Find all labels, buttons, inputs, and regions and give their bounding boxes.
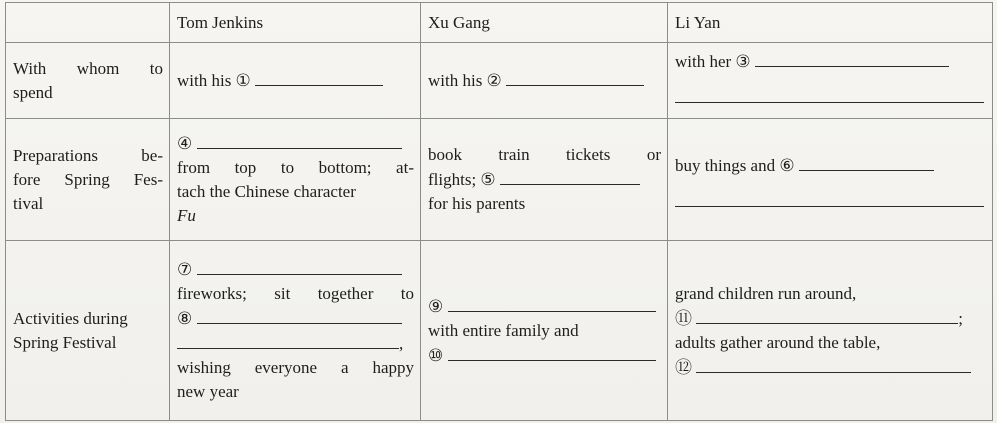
answer-line-10 xyxy=(428,343,661,368)
answer-blank-1[interactable] xyxy=(255,68,383,86)
answer-line-9 xyxy=(428,294,661,319)
fu-character-text: Fu xyxy=(177,206,196,225)
cell-xu-with-whom xyxy=(421,43,668,119)
answer-blank-6[interactable] xyxy=(799,153,934,171)
cell-li-with-whom xyxy=(668,43,993,119)
row-label-activities xyxy=(6,241,170,421)
cell-tom-with-whom xyxy=(170,43,421,119)
answer-line-7 xyxy=(177,257,414,282)
cell-text: new year xyxy=(177,382,239,401)
answer-line-1 xyxy=(177,68,414,93)
cell-text: with his ② xyxy=(428,71,502,90)
answer-line-4 xyxy=(177,131,414,156)
label-line-2: fore Spring Fes- xyxy=(13,169,163,189)
label-line-1: With whom to xyxy=(13,58,163,78)
cell-text: adults gather around the table, xyxy=(675,332,881,352)
cell-text: fireworks; sit together to xyxy=(177,284,414,303)
answer-blank-8-continued[interactable] xyxy=(177,331,399,349)
header-xu-gang: Xu Gang xyxy=(421,3,668,43)
cell-text: ④ xyxy=(177,134,193,153)
cell-xu-preparations xyxy=(421,119,668,241)
festival-comparison-table xyxy=(5,2,993,421)
answer-blank-3[interactable] xyxy=(755,49,949,67)
cell-text: ⑩ xyxy=(428,345,444,365)
answer-blank-7[interactable] xyxy=(197,257,402,275)
header-row xyxy=(6,3,993,43)
cell-tom-activities xyxy=(170,241,421,421)
cell-text: tach the Chinese character xyxy=(177,182,356,201)
cell-text: ⑧ xyxy=(177,309,193,328)
header-tom-jenkins: Tom Jenkins xyxy=(170,3,421,43)
cell-text: book train tickets or xyxy=(428,145,661,164)
label-line-1: Preparations be- xyxy=(13,145,163,165)
cell-text: , xyxy=(399,334,404,353)
cell-text: buy things and ⑥ xyxy=(675,155,795,175)
row-with-whom xyxy=(6,43,993,119)
cell-text: with his ① xyxy=(177,71,251,90)
cell-text xyxy=(177,204,414,228)
header-li-yan: Li Yan xyxy=(668,3,993,43)
cell-text: ⑪ xyxy=(675,308,692,328)
answer-blank-4[interactable] xyxy=(197,131,402,149)
answer-blank-11[interactable] xyxy=(696,306,958,324)
answer-line-12 xyxy=(675,355,986,380)
answer-line-3 xyxy=(675,49,986,74)
cell-text: with entire family and xyxy=(428,320,579,340)
answer-blank-5[interactable] xyxy=(500,167,640,185)
cell-tom-preparations xyxy=(170,119,421,241)
answer-line-5 xyxy=(428,167,661,192)
answer-blank-8[interactable] xyxy=(197,306,402,324)
cell-text: grand children run around, xyxy=(675,283,857,303)
answer-line-6 xyxy=(675,153,986,178)
row-preparations xyxy=(6,119,993,241)
cell-text: wishing everyone a happy xyxy=(177,358,414,377)
answer-blank-6-continued[interactable] xyxy=(675,184,984,207)
answer-line-8 xyxy=(177,306,414,331)
cell-text: flights; ⑤ xyxy=(428,170,496,189)
answer-blank-9[interactable] xyxy=(448,294,656,312)
cell-text: for his parents xyxy=(428,194,526,213)
answer-blank-3-continued[interactable] xyxy=(675,80,984,103)
label-line-3: tival xyxy=(13,193,44,213)
answer-blank-12[interactable] xyxy=(696,355,971,373)
cell-text: ⑨ xyxy=(428,296,444,316)
answer-blank-10[interactable] xyxy=(448,343,656,361)
cell-xu-activities xyxy=(421,241,668,421)
label-line-1: Activities during xyxy=(13,308,128,328)
answer-line-11 xyxy=(675,306,986,331)
cell-text: from top to bottom; at- xyxy=(177,158,414,177)
answer-blank-2[interactable] xyxy=(506,68,644,86)
cell-li-activities xyxy=(668,241,993,421)
answer-line-2 xyxy=(428,68,661,93)
label-line-2: spend xyxy=(13,82,53,102)
cell-text: with her ③ xyxy=(675,52,751,71)
cell-text: ; xyxy=(958,308,963,328)
cell-text: ⑫ xyxy=(675,357,692,377)
row-activities xyxy=(6,241,993,421)
cell-li-preparations xyxy=(668,119,993,241)
label-line-2: Spring Festival xyxy=(13,332,117,352)
header-corner-cell xyxy=(6,3,170,43)
cell-text: ⑦ xyxy=(177,260,193,279)
row-label-with-whom xyxy=(6,43,170,119)
answer-line-8-continued xyxy=(177,331,414,356)
row-label-preparations xyxy=(6,119,170,241)
